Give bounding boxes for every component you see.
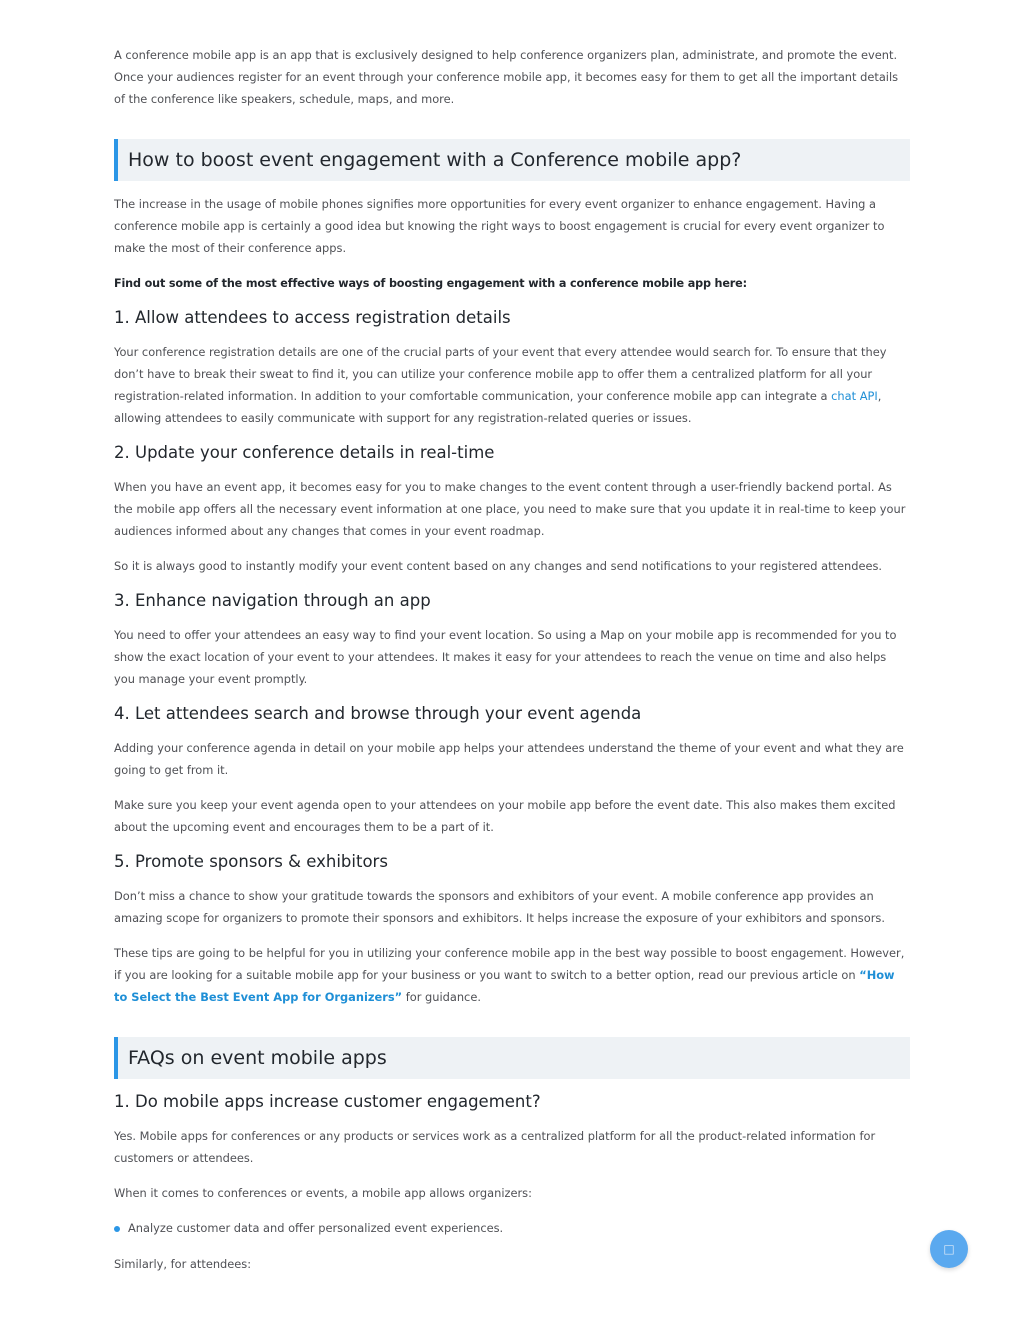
faq-paragraph: Similarly, for attendees: [114,1257,252,1271]
list-item [114,1218,503,1240]
chat-api-link[interactable]: chat API [831,388,878,403]
lead-text: Find out some of the most effective ways of boosting engagement with a conference mobile app here: [114,277,747,290]
tip-paragraph: Don’t miss a chance to show your gratitude towards the sponsors and exhibitors of your event. A mobile conference app provides an amazing scope for organizers to promote their sponsors and exhibitors. It helps increase the exposure of your exhibitors and sponsors. [114,889,885,925]
section-paragraph: The increase in the usage of mobile phones signifies more opportunities for every event organizer to enhance engagement. Having a conference mobile app is certainly a good idea but knowing the right ways to boost engagement is crucial for every event organizer to make the most of their conference apps. [114,197,885,255]
section-title: How to boost event engagement with a Conference mobile app? [128,149,742,171]
tip-paragraph: You need to offer your attendees an easy way to find your event location. So using a Map on your mobile app is recommended for you to show the exact location of your event to your attendees. It makes it easy for your attendees to reach the venue on time and also helps you manage your event promptly. [114,628,897,686]
tip-paragraph: Adding your conference agenda in detail on your mobile app helps your attendees understand the theme of your event and what they are going to get from it. [114,741,904,777]
tip-paragraph: When you have an event app, it becomes easy for you to make changes to the event content through a user-friendly backend portal. As the mobile app offers all the necessary event information at one place, you need to make sure that you update it in real-time to keep your audiences informed about any changes that comes in your event roadmap. [114,480,906,538]
chat-icon: □ [943,1242,955,1256]
tip-heading-1: 1. Allow attendees to access registration details [114,308,511,327]
faq-paragraph: When it comes to conferences or events, a mobile app allows organizers: [114,1186,532,1200]
event-app-article-link[interactable]: “How to Select the Best Event App for Organizers” [114,967,895,1004]
list-item-text: Analyze customer data and offer personalized event experiences. [128,1221,504,1236]
tip-paragraph: So it is always good to instantly modify your event content based on any changes and send notifications to your registered attendees. [114,559,883,573]
faq-question-1: 1. Do mobile apps increase customer engagement? [114,1092,541,1111]
tip-paragraph: These tips are going to be helpful for you in utilizing your conference mobile app in the best way possible to boost engagement. However, if you are looking for a suitable mobile app for your business or you want to switch to a better option, read our previous article on “How to Select the Best Event App for Organizers” for guidance. [114,946,905,1004]
tip-heading-5: 5. Promote sponsors & exhibitors [114,852,388,871]
intro-paragraph: A conference mobile app is an app that is exclusively designed to help conference organizers plan, administrate, and promote the event. Once your audiences register for an event through your conference mobile app, it becomes easy for them to get all the important details of the conference like speakers, schedule, maps, and more. [114,48,899,106]
faq-paragraph: Yes. Mobile apps for conferences or any products or services work as a centralized platform for all the product-related information for customers or attendees. [114,1129,876,1165]
tip-heading-2: 2. Update your conference details in real-time [114,443,495,462]
chat-button[interactable] [930,1230,968,1268]
section-heading-boost [114,139,910,181]
section-heading-faqs [114,1037,910,1079]
tip-heading-4: 4. Let attendees search and browse through your event agenda [114,704,642,723]
tip-paragraph: Make sure you keep your event agenda open to your attendees on your mobile app before the event date. This also makes them excited about the upcoming event and encourages them to be a part of it. [114,798,896,834]
faq-title: FAQs on event mobile apps [128,1047,387,1069]
tip-heading-3: 3. Enhance navigation through an app [114,591,431,610]
tip-paragraph: Your conference registration details are one of the crucial parts of your event that every attendee would search for. To ensure that they don’t have to break their sweat to find it, you can utilize your conference mobile app to offer them a centralized platform for all your registration-related information. In addition to your comfortable communication, your conference mobile app can integrate a chat API, allowing attendees to easily communicate with support for any registration-related queries or issues. [114,345,887,425]
bullet-icon [114,1226,120,1232]
